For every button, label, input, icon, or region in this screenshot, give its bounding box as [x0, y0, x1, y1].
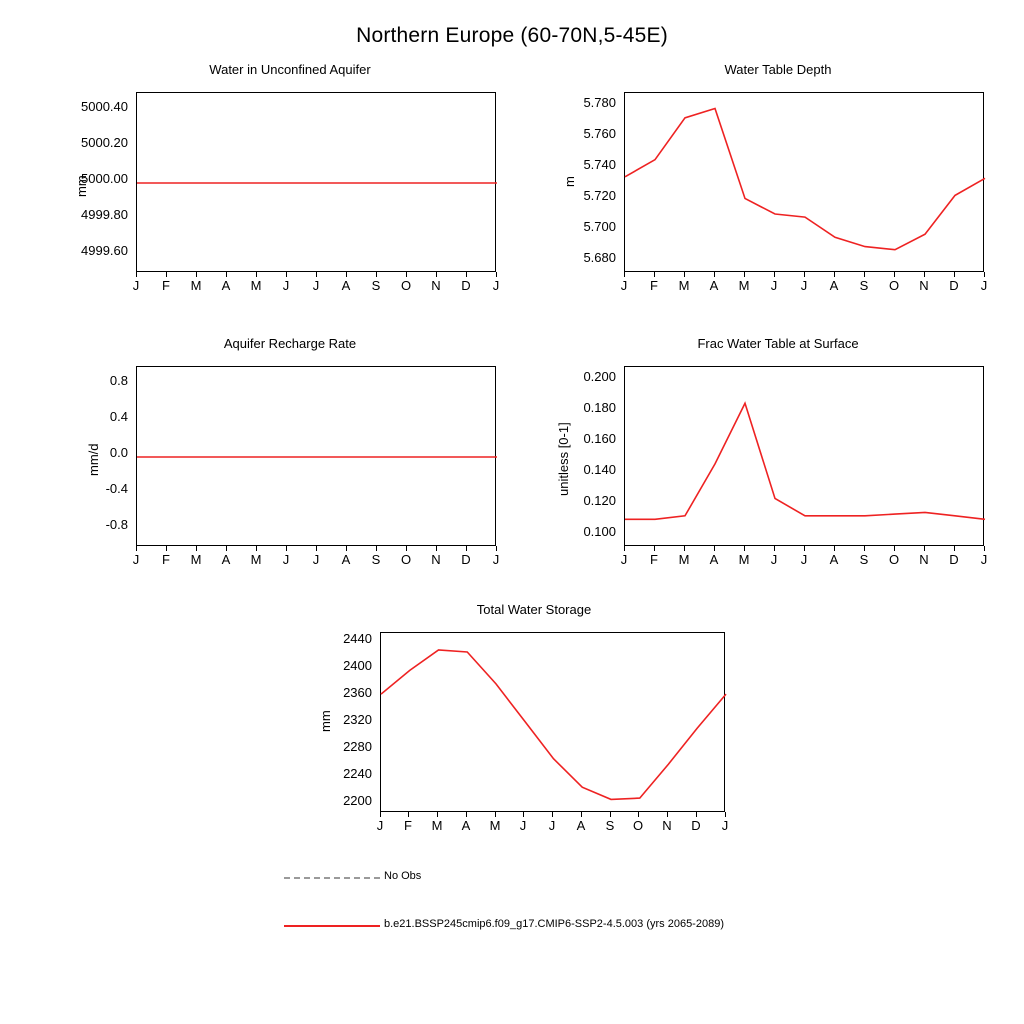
x-tick: D — [691, 818, 701, 833]
y-tick: 2280 — [343, 739, 372, 754]
y-tick: 0.100 — [583, 524, 616, 539]
legend-label-run: b.e21.BSSP245cmip6.f09_g17.CMIP6-SSP2-4.5.003 (yrs 2065-2089) — [384, 918, 724, 930]
x-tick: J — [980, 278, 988, 293]
x-tick: J — [980, 552, 988, 567]
panel-water-table-depth — [548, 62, 1008, 302]
y-tick: 0.180 — [583, 400, 616, 415]
y-tick: 0.4 — [109, 409, 128, 424]
x-tick: J — [492, 278, 500, 293]
x-tick: M — [431, 818, 443, 833]
x-tick: A — [341, 278, 351, 293]
panel-title: Water in Unconfined Aquifer — [209, 62, 371, 77]
x-tick: M — [678, 278, 690, 293]
x-tick: J — [282, 552, 290, 567]
x-tick: N — [431, 278, 441, 293]
series-line — [625, 93, 985, 273]
x-tick: M — [250, 552, 262, 567]
x-tick: J — [312, 552, 320, 567]
y-tick: 4999.80 — [81, 207, 128, 222]
x-tick: J — [800, 278, 808, 293]
x-tick: F — [162, 278, 170, 293]
x-tick: A — [829, 552, 839, 567]
panel-title: Water Table Depth — [724, 62, 832, 77]
y-tick: 2360 — [343, 685, 372, 700]
x-tick: N — [431, 552, 441, 567]
x-tick: M — [738, 278, 750, 293]
x-tick: J — [620, 278, 628, 293]
legend-swatch-no-obs — [284, 877, 380, 879]
y-tick: 2200 — [343, 793, 372, 808]
x-tick: D — [461, 552, 471, 567]
x-tick: J — [492, 552, 500, 567]
y-axis-label: mm/d — [86, 443, 101, 476]
x-tick: S — [605, 818, 615, 833]
x-tick: O — [400, 552, 412, 567]
panel-title: Aquifer Recharge Rate — [223, 336, 357, 351]
x-tick: J — [620, 552, 628, 567]
x-tick: D — [949, 278, 959, 293]
plot-area — [380, 632, 725, 812]
y-tick: 5000.20 — [81, 135, 128, 150]
x-tick: M — [190, 278, 202, 293]
x-tick: M — [250, 278, 262, 293]
y-tick: 2400 — [343, 658, 372, 673]
y-tick: 4999.60 — [81, 243, 128, 258]
x-tick: A — [829, 278, 839, 293]
x-tick: J — [376, 818, 384, 833]
y-tick: 2320 — [343, 712, 372, 727]
x-tick: J — [800, 552, 808, 567]
page-title: Northern Europe (60-70N,5-45E) — [356, 24, 668, 47]
x-tick: F — [162, 552, 170, 567]
y-tick: 5.740 — [583, 157, 616, 172]
y-tick: 0.0 — [109, 445, 128, 460]
y-tick: 0.120 — [583, 493, 616, 508]
legend-swatch-run — [284, 925, 380, 927]
series-line — [625, 367, 985, 547]
y-tick: 5.700 — [583, 219, 616, 234]
x-tick: N — [919, 552, 929, 567]
plot-area — [136, 92, 496, 272]
x-tick: M — [738, 552, 750, 567]
y-tick: 5000.40 — [81, 99, 128, 114]
x-tick: N — [919, 278, 929, 293]
y-tick: 5.720 — [583, 188, 616, 203]
x-tick: J — [770, 552, 778, 567]
panel-title: Frac Water Table at Surface — [697, 336, 859, 351]
x-tick: D — [461, 278, 471, 293]
panel-title: Total Water Storage — [476, 602, 592, 617]
x-tick: A — [221, 278, 231, 293]
y-axis-label: unitless [0-1] — [556, 422, 571, 496]
x-tick: F — [650, 278, 658, 293]
x-tick: J — [282, 278, 290, 293]
x-tick: O — [888, 552, 900, 567]
y-axis-label: mm — [318, 710, 333, 732]
x-tick: J — [721, 818, 729, 833]
x-tick: J — [519, 818, 527, 833]
panel-frac-water-table-at-surface — [548, 336, 1008, 576]
y-tick: -0.8 — [105, 517, 128, 532]
x-tick: S — [371, 278, 381, 293]
plot-area — [136, 366, 496, 546]
legend-label-no-obs: No Obs — [384, 870, 422, 882]
y-tick: 0.200 — [583, 369, 616, 384]
y-tick: 5.760 — [583, 126, 616, 141]
x-tick: S — [859, 552, 869, 567]
series-line — [381, 633, 726, 813]
y-axis-label: m — [562, 176, 577, 187]
x-tick: J — [770, 278, 778, 293]
y-tick: 5.780 — [583, 95, 616, 110]
x-tick: F — [404, 818, 412, 833]
y-tick: 0.140 — [583, 462, 616, 477]
x-tick: O — [400, 278, 412, 293]
panel-total-water-storage — [304, 602, 764, 842]
x-tick: O — [632, 818, 644, 833]
series-line — [137, 93, 497, 273]
x-tick: A — [221, 552, 231, 567]
x-tick: J — [132, 552, 140, 567]
x-tick: A — [461, 818, 471, 833]
y-tick: 5000.00 — [81, 171, 128, 186]
series-line — [137, 367, 497, 547]
y-tick: 0.160 — [583, 431, 616, 446]
x-tick: J — [548, 818, 556, 833]
x-tick: M — [678, 552, 690, 567]
x-tick: J — [312, 278, 320, 293]
plot-area — [624, 92, 984, 272]
x-tick: A — [576, 818, 586, 833]
x-tick: A — [341, 552, 351, 567]
plot-area — [624, 366, 984, 546]
x-tick: M — [190, 552, 202, 567]
panel-water-in-unconfined-aquifer — [60, 62, 520, 302]
y-tick: 2240 — [343, 766, 372, 781]
y-tick: -0.4 — [105, 481, 128, 496]
y-tick: 2440 — [343, 631, 372, 646]
y-tick: 0.8 — [109, 373, 128, 388]
x-tick: A — [709, 552, 719, 567]
x-tick: J — [132, 278, 140, 293]
panel-aquifer-recharge-rate — [60, 336, 520, 576]
x-tick: S — [859, 278, 869, 293]
x-tick: S — [371, 552, 381, 567]
x-tick: O — [888, 278, 900, 293]
x-tick: F — [650, 552, 658, 567]
y-axis-label: mm — [74, 175, 89, 197]
x-tick: A — [709, 278, 719, 293]
x-tick: D — [949, 552, 959, 567]
x-tick: N — [662, 818, 672, 833]
y-tick: 5.680 — [583, 250, 616, 265]
x-tick: M — [489, 818, 501, 833]
